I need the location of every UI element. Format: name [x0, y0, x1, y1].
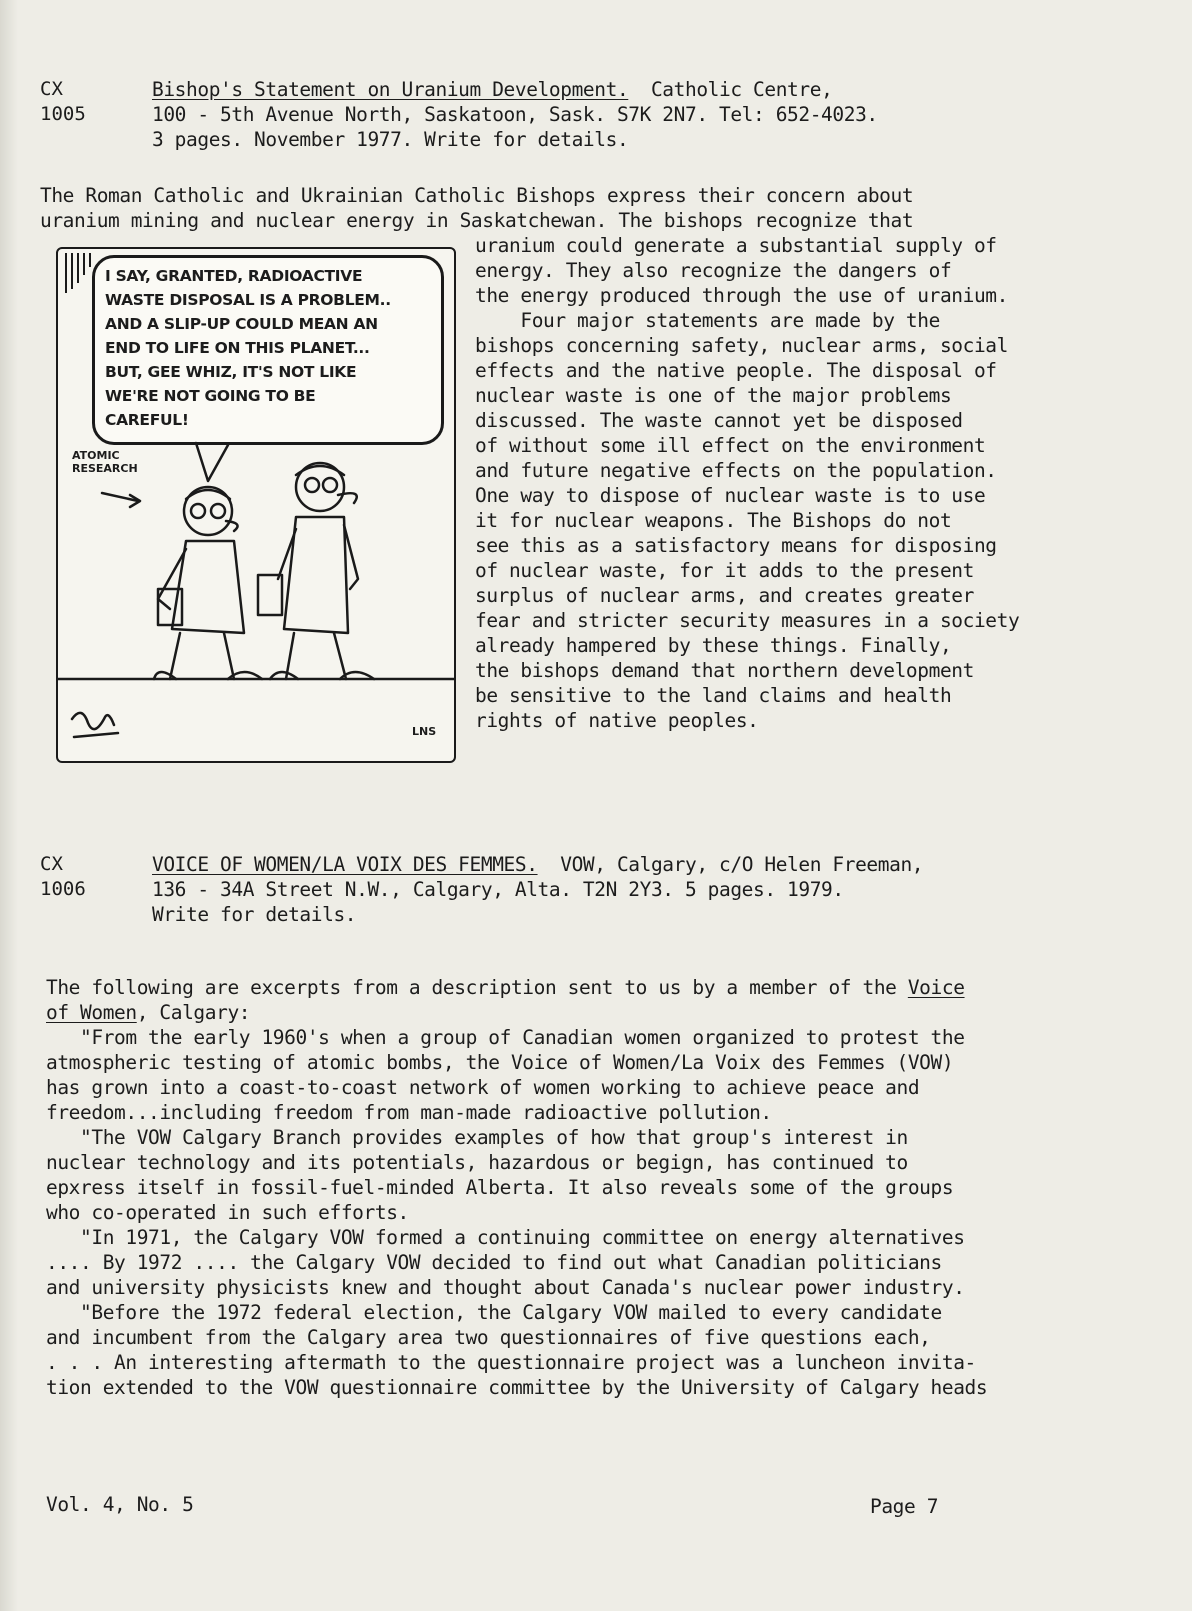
entry-publisher: VOW, Calgary, c/O Helen Freeman, [560, 853, 924, 876]
footer-page-number: Page 7 [870, 1495, 939, 1518]
body-line: surplus of nuclear arms, and creates greater [475, 584, 974, 607]
body-line: of nuclear waste, for it adds to the present [475, 559, 974, 582]
entry-title: Bishop's Statement on Uranium Development. [152, 78, 629, 101]
body-line: and university physicists knew and thought about Canada's nuclear power industry. [46, 1276, 965, 1299]
entry-header [152, 77, 878, 152]
body-line: see this as a satisfactory means for disposing [475, 534, 997, 557]
body-line: "In 1971, the Calgary VOW formed a continuing committee on energy alternatives [46, 1226, 965, 1249]
speech-line: WASTE DISPOSAL IS A PROBLEM.. [105, 291, 391, 309]
code-prefix: CX [40, 853, 63, 875]
speech-line: BUT, GEE WHIZ, IT'S NOT LIKE [105, 363, 357, 381]
body-line: fear and stricter security measures in a society [475, 609, 1020, 632]
speech-line: END TO LIFE ON THIS PLANET... [105, 339, 370, 357]
body-line: "From the early 1960's when a group of Canadian women organized to protest the [46, 1026, 965, 1049]
cartoon-panel [56, 247, 456, 763]
speech-line: WE'RE NOT GOING TO BE [105, 387, 316, 405]
sign-label: ATOMIC RESEARCH [72, 449, 138, 475]
body-line: One way to dispose of nuclear waste is to use [475, 484, 986, 507]
body-line: be sensitive to the land claims and health [475, 684, 952, 707]
speech-line: AND A SLIP-UP COULD MEAN AN [105, 315, 378, 333]
body-line: already hampered by these things. Finally, [475, 634, 952, 657]
body-line: epxress itself in fossil-fuel-minded Alberta. It also reveals some of the groups [46, 1176, 954, 1199]
body-line: of without some ill effect on the environment [475, 434, 986, 457]
body-line: the bishops demand that northern development [475, 659, 974, 682]
code-number: 1006 [40, 878, 86, 900]
entry-code [40, 852, 86, 902]
body-line: energy. They also recognize the dangers of [475, 259, 952, 282]
body-line: tion extended to the VOW questionnaire committee by the University of Calgary heads [46, 1376, 988, 1399]
body-line: uranium mining and nuclear energy in Saskatchewan. The bishops recognize that [40, 209, 914, 232]
entry-body [46, 975, 987, 1400]
body-line: effects and the native people. The disposal of [475, 359, 997, 382]
body-line: bishops concerning safety, nuclear arms, social [475, 334, 1008, 357]
cartoon-illustration [58, 249, 454, 761]
entry-title: VOICE OF WOMEN/LA VOIX DES FEMMES. [152, 853, 538, 876]
page-edge-shadow [0, 0, 18, 1611]
intro-link-voice: Voice [907, 976, 965, 999]
entry-header [152, 852, 923, 927]
speech-line: CAREFUL! [105, 411, 189, 429]
body-line: and future negative effects on the population. [475, 459, 997, 482]
body-line: freedom...including freedom from man-made radioactive pollution. [46, 1101, 772, 1124]
body-line: atmospheric testing of atomic bombs, the Voice of Women/La Voix des Femmes (VOW) [46, 1051, 954, 1074]
body-line: discussed. The waste cannot yet be disposed [475, 409, 963, 432]
body-line: and incumbent from the Calgary area two questionnaires of five questions each, [46, 1326, 931, 1349]
entry-publisher: Catholic Centre, [650, 78, 833, 101]
intro-line: The following are excerpts from a description sent to us by a member of the Voice [46, 976, 965, 999]
body-line: the energy produced through the use of uranium. [475, 284, 1008, 307]
entry-body-intro [40, 183, 913, 233]
body-line: has grown into a coast-to-coast network of women working to achieve peace and [46, 1076, 920, 1099]
body-line: Four major statements are made by the [475, 309, 940, 332]
intro-link-of-women: of Women [46, 1001, 137, 1024]
code-prefix: CX [40, 78, 63, 100]
body-line: it for nuclear weapons. The Bishops do not [475, 509, 952, 532]
body-line: rights of native peoples. [475, 709, 759, 732]
footer-volume: Vol. 4, No. 5 [46, 1493, 194, 1516]
body-line: "Before the 1972 federal election, the Calgary VOW mailed to every candidate [46, 1301, 942, 1324]
body-line: . . . An interesting aftermath to the questionnaire project was a luncheon invita- [46, 1351, 976, 1374]
body-line: "The VOW Calgary Branch provides examples of how that group's interest in [46, 1126, 908, 1149]
entry-details: 3 pages. November 1977. Write for details. [152, 128, 629, 151]
speech-line: I SAY, GRANTED, RADIOACTIVE [105, 267, 363, 285]
entry-body-column [475, 233, 1019, 733]
body-line: who co-operated in such efforts. [46, 1201, 409, 1224]
entry-details: Write for details. [152, 903, 357, 926]
credit-label: LNS [412, 725, 437, 738]
entry-address: 100 - 5th Avenue North, Saskatoon, Sask. S7K 2N7. Tel: 652-4023. [152, 103, 878, 126]
intro-line: of Women, Calgary: [46, 1001, 251, 1024]
body-line: nuclear waste is one of the major problems [475, 384, 952, 407]
code-number: 1005 [40, 103, 86, 125]
body-line: uranium could generate a substantial supply of [475, 234, 997, 257]
body-line: nuclear technology and its potentials, hazardous or begign, has continued to [46, 1151, 908, 1174]
entry-code [40, 77, 86, 127]
body-line: .... By 1972 .... the Calgary VOW decided to find out what Canadian politicians [46, 1251, 942, 1274]
body-line: The Roman Catholic and Ukrainian Catholic Bishops express their concern about [40, 184, 914, 207]
entry-address: 136 - 34A Street N.W., Calgary, Alta. T2N 2Y3. 5 pages. 1979. [152, 878, 844, 901]
